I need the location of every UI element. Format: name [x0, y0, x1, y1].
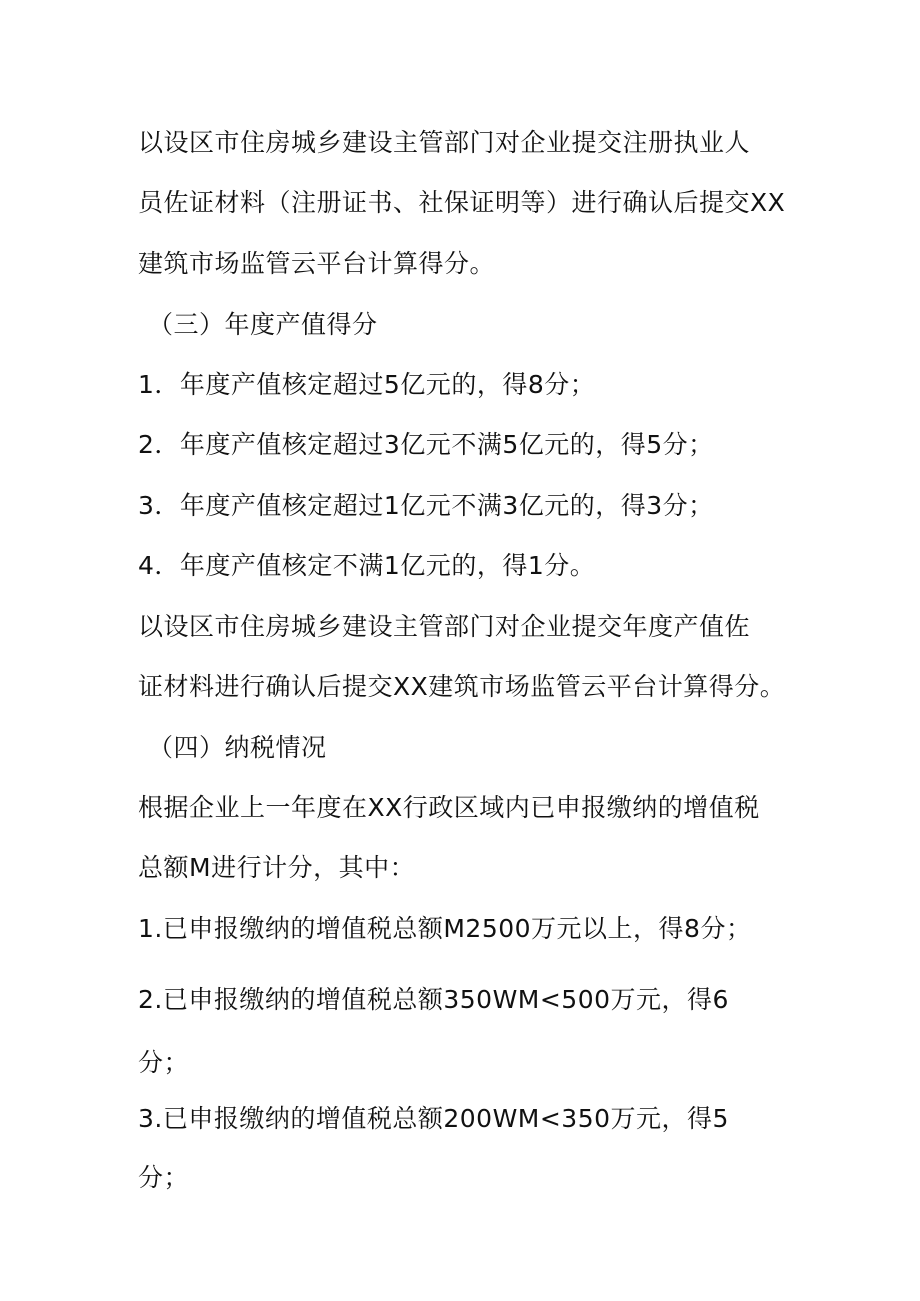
list-item-continuation: 分； [138, 1163, 190, 1192]
section-heading: （四）纳税情况 [148, 733, 327, 762]
list-item: 2．年度产值核定超过3亿元不满5亿元的，得5分； [138, 430, 714, 459]
list-item: 1.已申报缴纳的增值税总额M2500万元以上，得8分； [138, 914, 752, 943]
list-item: 3．年度产值核定超过1亿元不满3亿元的，得3分； [138, 491, 714, 520]
paragraph-line: 以设区市住房城乡建设主管部门对企业提交年度产值佐 [138, 612, 751, 641]
paragraph-line: 员佐证材料（注册证书、社保证明等）进行确认后提交XX [138, 188, 786, 217]
section-heading: （三）年度产值得分 [148, 310, 378, 339]
list-item: 1．年度产值核定超过5亿元的，得8分； [138, 370, 596, 399]
paragraph-line: 以设区市住房城乡建设主管部门对企业提交注册执业人 [138, 128, 751, 157]
paragraph-line: 证材料进行确认后提交XX建筑市场监管云平台计算得分。 [138, 672, 786, 701]
paragraph-line: 建筑市场监管云平台计算得分。 [138, 249, 496, 278]
paragraph-line: 根据企业上一年度在XX行政区域内已申报缴纳的增值税 [138, 793, 760, 822]
list-item: 4．年度产值核定不满1亿元的，得1分。 [138, 551, 596, 580]
list-item: 3.已申报缴纳的增值税总额200WM<350万元，得5 [138, 1104, 729, 1133]
paragraph-line: 总额M进行计分，其中： [138, 853, 416, 882]
list-item: 2.已申报缴纳的增值税总额350WM<500万元，得6 [138, 985, 729, 1014]
list-item-continuation: 分； [138, 1048, 190, 1077]
